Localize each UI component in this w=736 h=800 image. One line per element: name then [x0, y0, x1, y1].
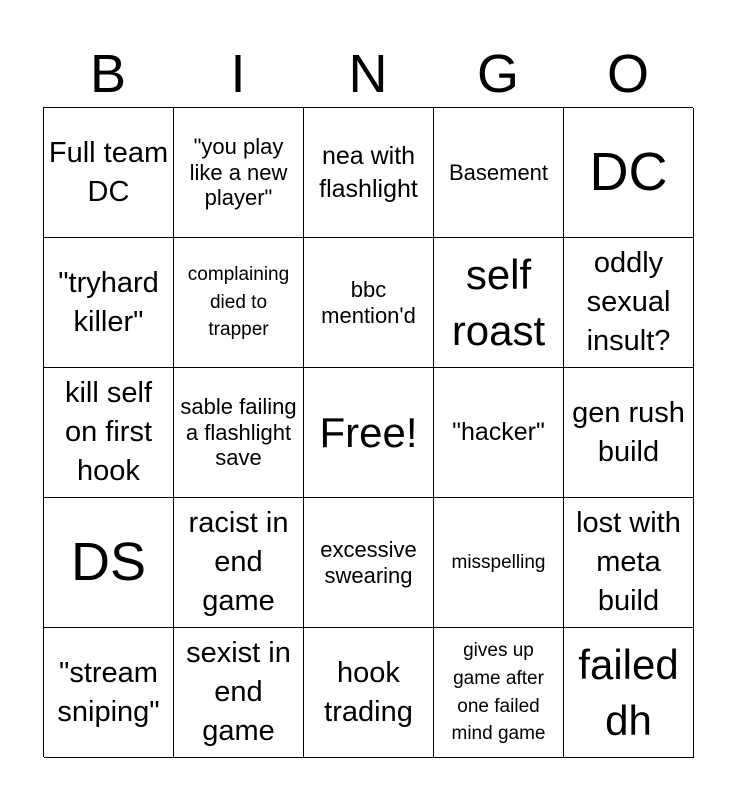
bingo-cell[interactable] — [434, 498, 564, 628]
cell-text: racist in end game — [188, 507, 289, 617]
bingo-cell[interactable] — [44, 498, 174, 628]
bingo-header — [43, 40, 693, 108]
cell-text: excessive swearing — [320, 536, 417, 588]
cell-text: lost with meta build — [576, 507, 681, 617]
bingo-cell[interactable] — [44, 108, 174, 238]
bingo-cell[interactable] — [44, 628, 174, 758]
cell-text: DC — [589, 141, 668, 202]
bingo-cell[interactable] — [174, 368, 304, 498]
cell-text: bbc mention'd — [321, 276, 416, 328]
bingo-cell[interactable] — [44, 368, 174, 498]
cell-text: oddly sexual insult? — [586, 247, 671, 357]
cell-text: complaining died to trapper — [187, 264, 290, 341]
bingo-cell[interactable] — [434, 628, 564, 758]
bingo-cell[interactable] — [564, 368, 694, 498]
cell-text: "hacker" — [452, 418, 545, 447]
bingo-cell[interactable] — [304, 238, 434, 368]
bingo-cell[interactable] — [564, 238, 694, 368]
bingo-cell[interactable] — [174, 498, 304, 628]
bingo-cell[interactable] — [304, 498, 434, 628]
cell-text: gen rush build — [572, 396, 685, 468]
bingo-cell[interactable] — [434, 368, 564, 498]
bingo-cell[interactable] — [564, 498, 694, 628]
bingo-cell[interactable] — [304, 628, 434, 758]
header-letter-i: I — [230, 44, 246, 104]
cell-text: "stream sniping" — [57, 656, 160, 728]
header-letter-b: B — [89, 44, 127, 104]
bingo-cell[interactable] — [304, 108, 434, 238]
cell-text: gives up game after one failed mind game — [451, 640, 546, 745]
header-letter-o: O — [606, 44, 649, 104]
cell-text: self roast — [451, 251, 546, 354]
cell-text: sable failing a flashlight save — [180, 393, 297, 471]
bingo-cell[interactable] — [564, 628, 694, 758]
bingo-cell[interactable] — [174, 108, 304, 238]
header-letter-g: G — [476, 44, 519, 104]
free-space-cell[interactable] — [304, 368, 434, 498]
bingo-cell[interactable] — [434, 108, 564, 238]
cell-text: hook trading — [324, 656, 413, 728]
header-letter-n: N — [348, 44, 388, 104]
bingo-cell[interactable] — [44, 238, 174, 368]
bingo-cell[interactable] — [434, 238, 564, 368]
bingo-cell[interactable] — [174, 628, 304, 758]
cell-text: failed dh — [578, 641, 679, 744]
cell-text: "you play like a new player" — [189, 133, 288, 211]
bingo-cell[interactable] — [174, 238, 304, 368]
cell-text: Full team DC — [48, 136, 169, 208]
cell-text: nea with flashlight — [319, 142, 418, 203]
cell-text: DS — [70, 531, 146, 592]
cell-text: kill self on first hook — [64, 377, 153, 487]
cell-text: Basement — [448, 159, 549, 185]
cell-text: "tryhard killer" — [58, 266, 159, 338]
cell-text: misspelling — [451, 551, 546, 573]
bingo-cell[interactable] — [564, 108, 694, 238]
cell-text: sexist in end game — [186, 637, 291, 747]
bingo-board — [43, 107, 693, 757]
free-space-text: Free! — [319, 408, 418, 456]
